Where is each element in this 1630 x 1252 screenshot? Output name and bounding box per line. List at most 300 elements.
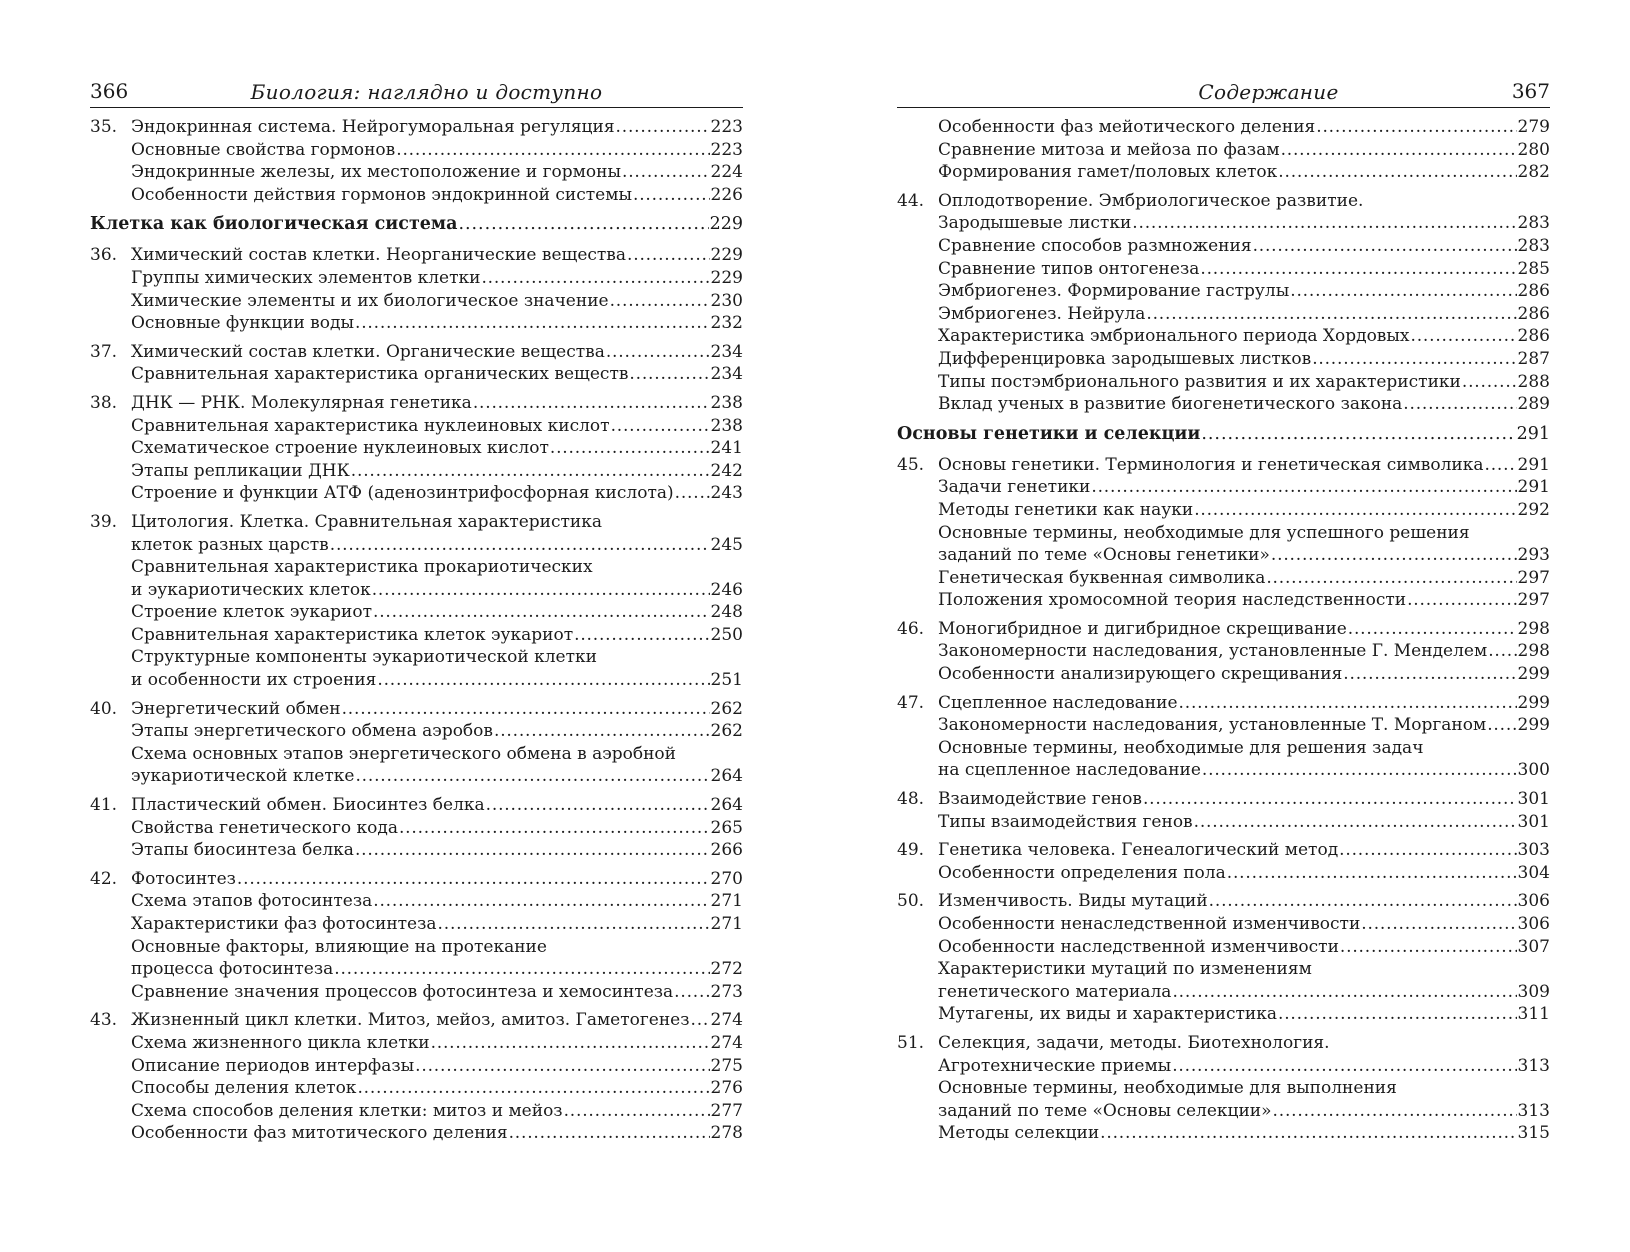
entry-title: Агротехнические приемы bbox=[938, 1055, 1172, 1076]
dot-leader bbox=[574, 624, 709, 647]
dot-leader bbox=[1091, 476, 1516, 499]
page-ref: 274 bbox=[710, 1010, 743, 1031]
toc-subentry bbox=[897, 544, 1550, 567]
page-ref: 286 bbox=[1517, 303, 1550, 324]
toc-subentry bbox=[90, 890, 743, 913]
chapter-entry bbox=[90, 868, 743, 891]
entry-title: Химический состав клетки. Неорганические вещества bbox=[131, 245, 627, 266]
page-ref: 251 bbox=[710, 670, 743, 691]
dot-leader bbox=[1132, 212, 1516, 235]
page-ref: 286 bbox=[1517, 281, 1550, 302]
toc-subentry bbox=[90, 363, 743, 386]
toc-subentry bbox=[90, 1100, 743, 1123]
page-ref: 262 bbox=[710, 698, 743, 719]
entry-title: Мутагены, их виды и характеристика bbox=[938, 1004, 1278, 1025]
toc-chapter bbox=[90, 116, 743, 206]
dot-leader bbox=[610, 290, 710, 313]
dot-leader bbox=[622, 161, 710, 184]
toc-subentry bbox=[90, 1032, 743, 1055]
page-ref: 275 bbox=[710, 1055, 743, 1076]
entry-title: Типы взаимодействия генов bbox=[938, 811, 1193, 832]
toc-subentry bbox=[897, 348, 1550, 371]
dot-leader bbox=[481, 267, 709, 290]
toc-subentry bbox=[90, 415, 743, 438]
page-ref: 303 bbox=[1517, 840, 1550, 861]
toc-subentry bbox=[90, 556, 743, 579]
running-title: Содержание bbox=[1198, 80, 1339, 104]
dot-leader bbox=[1271, 544, 1517, 567]
entry-title: Жизненный цикл клетки. Митоз, мейоз, амитоз. Гаметогенез bbox=[131, 1010, 690, 1031]
entry-title: Особенности фаз митотического деления bbox=[131, 1123, 508, 1144]
chapter-entry bbox=[897, 692, 1550, 715]
entry-title: Изменчивость. Виды мутаций bbox=[938, 891, 1208, 912]
page-ref: 234 bbox=[710, 364, 743, 385]
dot-leader bbox=[396, 139, 709, 162]
running-header bbox=[90, 78, 743, 108]
entry-title: Задачи генетики bbox=[938, 477, 1091, 498]
page-ref: 300 bbox=[1517, 760, 1550, 781]
page-ref: 276 bbox=[710, 1078, 743, 1099]
entry-title: Особенности анализирующего скрещивания bbox=[938, 664, 1343, 685]
dot-leader bbox=[1194, 499, 1516, 522]
entry-title: Основные термины, необходимые для выполнения bbox=[938, 1078, 1397, 1099]
dot-leader bbox=[627, 244, 710, 267]
toc-subentry bbox=[90, 437, 743, 460]
page-ref: 223 bbox=[710, 117, 743, 137]
entry-title: Зародышевые листки bbox=[938, 213, 1132, 234]
entry-number: 37. bbox=[90, 341, 118, 362]
toc-subentry bbox=[90, 312, 743, 335]
entry-title: Основные термины, необходимые для решения задач bbox=[938, 737, 1424, 758]
entry-title: Взаимодействие генов bbox=[938, 789, 1142, 810]
toc-chapter bbox=[90, 698, 743, 788]
dot-leader bbox=[1343, 663, 1516, 686]
toc-subentry bbox=[897, 161, 1550, 184]
page-ref: 299 bbox=[1517, 715, 1550, 736]
toc-subentry bbox=[897, 1055, 1550, 1078]
page-ref: 266 bbox=[710, 840, 743, 861]
page-ref: 241 bbox=[710, 438, 743, 459]
toc-chapter bbox=[90, 1009, 743, 1145]
right-page bbox=[897, 78, 1550, 1151]
entry-title: Генетика человека. Генеалогический метод bbox=[938, 840, 1339, 861]
entry-title: Основы генетики. Терминология и генетическая символика bbox=[938, 454, 1484, 475]
toc-subentry bbox=[897, 235, 1550, 258]
toc-subentry bbox=[897, 737, 1550, 760]
entry-title: Эмбриогенез. Формирование гаструлы bbox=[938, 281, 1290, 302]
entry-title: Этапы энергетического обмена аэробов bbox=[131, 721, 493, 742]
toc-subentry bbox=[90, 720, 743, 743]
entry-title: Сравнительная характеристика клеток эукариот bbox=[131, 624, 574, 645]
toc-subentry bbox=[90, 1055, 743, 1078]
dot-leader bbox=[1485, 454, 1517, 477]
entry-number: 41. bbox=[90, 795, 118, 816]
entry-title: Схема основных этапов энергетического обмена в аэробной bbox=[131, 743, 676, 764]
toc-subentry bbox=[897, 714, 1550, 737]
page-ref: 306 bbox=[1517, 914, 1550, 934]
toc-subentry bbox=[897, 913, 1550, 936]
entry-title: Характеристики мутаций по изменениям bbox=[938, 959, 1312, 980]
entry-title: Положения хромосомной теория наследственности bbox=[938, 590, 1407, 611]
entry-title: Закономерности наследования, установленные Т. Морганом bbox=[938, 715, 1487, 736]
toc-subentry bbox=[90, 1077, 743, 1100]
entry-title: Оплодотворение. Эмбриологическое развитие. bbox=[938, 190, 1364, 211]
dot-leader bbox=[458, 212, 708, 236]
page-ref: 245 bbox=[710, 534, 743, 555]
entry-title: Пластический обмен. Биосинтез белка bbox=[131, 795, 485, 816]
chapter-entry bbox=[897, 1032, 1550, 1055]
dot-leader bbox=[1200, 258, 1516, 281]
toc-subentry bbox=[897, 936, 1550, 959]
entry-number: 39. bbox=[90, 511, 118, 532]
entry-title: Описание периодов интерфазы bbox=[131, 1055, 415, 1076]
page-ref: 286 bbox=[1517, 326, 1550, 347]
page-ref: 307 bbox=[1517, 936, 1550, 957]
page-ref: 301 bbox=[1517, 789, 1550, 810]
toc-chapter bbox=[897, 788, 1550, 833]
entry-number: 48. bbox=[897, 789, 925, 810]
page-ref: 287 bbox=[1517, 348, 1550, 369]
dot-leader bbox=[1462, 371, 1517, 394]
toc-list bbox=[897, 108, 1550, 1145]
dot-leader bbox=[355, 312, 710, 335]
toc-subentry bbox=[897, 522, 1550, 545]
dot-leader bbox=[1172, 1055, 1516, 1078]
entry-title: Дифференцировка зародышевых листков bbox=[938, 348, 1312, 369]
page-ref: 234 bbox=[710, 341, 743, 362]
page-ref: 288 bbox=[1517, 371, 1550, 392]
entry-number: 42. bbox=[90, 868, 118, 889]
toc-subentry bbox=[897, 280, 1550, 303]
dot-leader bbox=[1488, 640, 1516, 663]
dot-leader bbox=[1340, 936, 1517, 959]
entry-title: Сцепленное наследование bbox=[938, 692, 1178, 713]
toc-subentry bbox=[90, 913, 743, 936]
entry-title: Сравнение митоза и мейоза по фазам bbox=[938, 139, 1280, 160]
dot-leader bbox=[1348, 618, 1517, 641]
section-heading bbox=[90, 212, 743, 236]
entry-title: Сравнительная характеристика прокариотических bbox=[131, 557, 593, 578]
entry-title: Сравнение значения процессов фотосинтеза и хемосинтеза bbox=[131, 981, 674, 1002]
dot-leader bbox=[1100, 1122, 1516, 1145]
toc-subentry bbox=[90, 290, 743, 313]
page-ref: 297 bbox=[1517, 567, 1550, 588]
dot-leader bbox=[237, 868, 710, 891]
page-ref: 273 bbox=[710, 981, 743, 1002]
entry-title: Типы постэмбрионального развития и их характеристики bbox=[938, 371, 1461, 392]
page-ref: 232 bbox=[710, 313, 743, 334]
page-ref: 280 bbox=[1517, 139, 1550, 160]
toc-chapter bbox=[897, 454, 1550, 612]
entry-title: Особенности фаз мейотического деления bbox=[938, 117, 1316, 137]
entry-title: Основные термины, необходимые для успешного решения bbox=[938, 522, 1470, 543]
dot-leader bbox=[550, 437, 710, 460]
toc-subentry bbox=[897, 862, 1550, 885]
entry-number: 35. bbox=[90, 117, 118, 137]
page-ref: 250 bbox=[710, 624, 743, 645]
dot-leader bbox=[616, 116, 710, 139]
entry-number: 43. bbox=[90, 1010, 118, 1031]
toc-subentry bbox=[90, 669, 743, 692]
toc-subentry bbox=[897, 1100, 1550, 1123]
toc-chapter bbox=[90, 794, 743, 862]
dot-leader bbox=[1209, 890, 1517, 913]
dot-leader bbox=[342, 698, 710, 721]
chapter-entry bbox=[897, 190, 1550, 213]
entry-number: 50. bbox=[897, 891, 925, 912]
chapter-entry bbox=[897, 890, 1550, 913]
page-ref: 298 bbox=[1517, 618, 1550, 639]
toc-subentry bbox=[90, 1122, 743, 1145]
toc-subentry bbox=[897, 393, 1550, 416]
toc-subentry bbox=[90, 460, 743, 483]
dot-leader bbox=[355, 765, 709, 788]
entry-title: Методы селекции bbox=[938, 1123, 1100, 1144]
toc-subentry bbox=[897, 759, 1550, 782]
toc-subentry bbox=[897, 663, 1550, 686]
toc-subentry bbox=[897, 325, 1550, 348]
dot-leader bbox=[415, 1055, 709, 1078]
page-number: 366 bbox=[90, 79, 129, 103]
dot-leader bbox=[373, 601, 710, 624]
entry-title: Схема способов деления клетки: митоз и мейоз bbox=[131, 1100, 563, 1121]
dot-leader bbox=[1201, 422, 1515, 446]
toc-list bbox=[90, 108, 743, 1145]
toc-chapter bbox=[90, 868, 743, 1004]
page-ref: 283 bbox=[1517, 235, 1550, 256]
dot-leader bbox=[675, 482, 710, 505]
page-ref: 306 bbox=[1517, 891, 1550, 912]
entry-title: Методы генетики как науки bbox=[938, 499, 1194, 520]
page-ref: 271 bbox=[710, 914, 743, 934]
entry-title: процесса фотосинтеза bbox=[131, 959, 334, 980]
entry-number: 51. bbox=[897, 1032, 925, 1053]
page-ref: 282 bbox=[1517, 162, 1550, 183]
section-title: Основы генетики и селекции bbox=[897, 423, 1201, 444]
page-ref: 230 bbox=[710, 290, 743, 311]
page-ref: 291 bbox=[1517, 477, 1550, 498]
chapter-entry bbox=[90, 116, 743, 139]
dot-leader bbox=[377, 669, 709, 692]
toc-subentry bbox=[897, 116, 1550, 139]
toc-subentry bbox=[90, 981, 743, 1004]
entry-title: Особенности определения пола bbox=[938, 862, 1226, 883]
section-title: Клетка как биологическая система bbox=[90, 214, 458, 235]
dot-leader bbox=[438, 913, 710, 936]
entry-title: Строение и функции АТФ (аденозинтрифосфорная кислота) bbox=[131, 483, 674, 504]
page-ref: 304 bbox=[1517, 862, 1550, 883]
page-ref: 238 bbox=[710, 392, 743, 413]
dot-leader bbox=[1316, 116, 1516, 139]
page-ref: 229 bbox=[709, 214, 743, 235]
entry-number: 47. bbox=[897, 692, 925, 713]
entry-title: Сравнительная характеристика органических веществ bbox=[131, 364, 629, 385]
dot-leader bbox=[1361, 913, 1516, 936]
page-ref: 309 bbox=[1517, 981, 1550, 1002]
dot-leader bbox=[494, 720, 710, 743]
entry-title: генетического материала bbox=[938, 981, 1172, 1002]
entry-title: Химические элементы и их биологическое значение bbox=[131, 290, 609, 311]
entry-title: и эукариотических клеток bbox=[131, 579, 371, 600]
page-ref: 292 bbox=[1517, 499, 1550, 520]
page-ref: 272 bbox=[710, 959, 743, 980]
chapter-entry bbox=[90, 1009, 743, 1032]
dot-leader bbox=[1179, 692, 1517, 715]
running-header bbox=[897, 78, 1550, 108]
entry-title: Основные факторы, влияющие на протекание bbox=[131, 936, 547, 957]
page-ref: 301 bbox=[1517, 811, 1550, 832]
entry-title: Особенности действия гормонов эндокринной системы bbox=[131, 184, 632, 205]
dot-leader bbox=[1146, 303, 1516, 326]
entry-title: Сравнение типов онтогенеза bbox=[938, 258, 1200, 279]
entry-title: Схема этапов фотосинтеза bbox=[131, 891, 373, 912]
toc-subentry bbox=[897, 303, 1550, 326]
entry-title: Сравнение способов размножения bbox=[938, 235, 1252, 256]
entry-number: 46. bbox=[897, 618, 925, 639]
toc-subentry bbox=[90, 579, 743, 602]
entry-number: 40. bbox=[90, 698, 118, 719]
page-ref: 264 bbox=[710, 766, 743, 787]
chapter-entry bbox=[90, 392, 743, 415]
toc-chapter bbox=[90, 244, 743, 334]
dot-leader bbox=[334, 958, 709, 981]
entry-title: Вклад ученых в развитие биогенетического закона bbox=[938, 394, 1403, 415]
dot-leader bbox=[1407, 589, 1516, 612]
page-ref: 289 bbox=[1517, 394, 1550, 415]
entry-title: Схематическое строение нуклеиновых кислот bbox=[131, 438, 549, 459]
toc-subentry bbox=[90, 817, 743, 840]
toc-subentry bbox=[897, 640, 1550, 663]
page-ref: 298 bbox=[1517, 641, 1550, 662]
running-title: Биология: наглядно и доступно bbox=[250, 80, 603, 104]
toc-subentry bbox=[90, 765, 743, 788]
toc-subentry bbox=[897, 499, 1550, 522]
toc-subentry bbox=[897, 212, 1550, 235]
section-heading bbox=[897, 422, 1550, 446]
entry-title: Основные свойства гормонов bbox=[131, 139, 396, 160]
page-ref: 278 bbox=[710, 1123, 743, 1144]
entry-title: заданий по теме «Основы селекции» bbox=[938, 1100, 1272, 1121]
page-ref: 291 bbox=[1516, 423, 1550, 444]
dot-leader bbox=[1312, 348, 1516, 371]
toc-chapter bbox=[897, 116, 1550, 184]
entry-number: 45. bbox=[897, 454, 925, 475]
dot-leader bbox=[357, 1077, 709, 1100]
entry-title: Цитология. Клетка. Сравнительная характеристика bbox=[131, 511, 603, 532]
toc-subentry bbox=[90, 936, 743, 959]
toc-subentry bbox=[897, 567, 1550, 590]
chapter-entry bbox=[897, 839, 1550, 862]
chapter-entry bbox=[90, 794, 743, 817]
dot-leader bbox=[351, 460, 710, 483]
dot-leader bbox=[1281, 139, 1517, 162]
dot-leader bbox=[399, 817, 710, 840]
page-ref: 223 bbox=[710, 139, 743, 160]
entry-title: Этапы биосинтеза белка bbox=[131, 840, 354, 861]
entry-title: Группы химических элементов клетки bbox=[131, 267, 481, 288]
page-ref: 277 bbox=[710, 1100, 743, 1121]
entry-title: Химический состав клетки. Органические вещества bbox=[131, 341, 605, 362]
entry-title: Энергетический обмен bbox=[131, 698, 341, 719]
dot-leader bbox=[373, 890, 709, 913]
page-ref: 291 bbox=[1517, 454, 1550, 475]
toc-subentry bbox=[897, 1077, 1550, 1100]
dot-leader bbox=[1172, 981, 1516, 1004]
dot-leader bbox=[1273, 1100, 1517, 1123]
page-ref: 229 bbox=[710, 267, 743, 288]
dot-leader bbox=[355, 839, 710, 862]
toc-chapter bbox=[897, 692, 1550, 782]
entry-title: Фотосинтез bbox=[131, 868, 236, 889]
toc-chapter bbox=[897, 1032, 1550, 1145]
page-ref: 265 bbox=[710, 817, 743, 838]
entry-title: на сцепленное наследование bbox=[938, 760, 1201, 781]
page-ref: 271 bbox=[710, 891, 743, 912]
entry-title: клеток разных царств bbox=[131, 534, 329, 555]
toc-subentry bbox=[90, 601, 743, 624]
entry-title: Этапы репликации ДНК bbox=[131, 460, 350, 481]
page-ref: 293 bbox=[1517, 545, 1550, 566]
toc-subentry bbox=[897, 811, 1550, 834]
toc-chapter bbox=[897, 890, 1550, 1026]
dot-leader bbox=[1278, 1003, 1517, 1026]
entry-title: Способы деления клеток bbox=[131, 1078, 357, 1099]
entry-title: Структурные компоненты эукариотической клетки bbox=[131, 647, 597, 668]
page-ref: 299 bbox=[1517, 664, 1550, 685]
toc-chapter bbox=[90, 392, 743, 505]
entry-title: Селекция, задачи, методы. Биотехнология. bbox=[938, 1032, 1330, 1053]
chapter-entry bbox=[90, 341, 743, 364]
entry-number: 38. bbox=[90, 392, 118, 413]
page-ref: 262 bbox=[710, 721, 743, 742]
chapter-entry bbox=[90, 511, 743, 534]
entry-number: 36. bbox=[90, 245, 118, 266]
chapter-entry bbox=[90, 244, 743, 267]
toc-subentry bbox=[90, 184, 743, 207]
dot-leader bbox=[564, 1100, 710, 1123]
dot-leader bbox=[1339, 839, 1516, 862]
toc-subentry bbox=[897, 139, 1550, 162]
toc-subentry bbox=[90, 743, 743, 766]
entry-number: 44. bbox=[897, 190, 925, 211]
entry-title: Эмбриогенез. Нейрула bbox=[938, 303, 1146, 324]
entry-title: Свойства генетического кода bbox=[131, 817, 398, 838]
toc-subentry bbox=[897, 1003, 1550, 1026]
dot-leader bbox=[330, 534, 710, 557]
entry-title: Закономерности наследования, установленные Г. Менделем bbox=[938, 641, 1488, 662]
entry-title: Характеристика эмбрионального периода Хордовых bbox=[938, 326, 1410, 347]
toc-chapter bbox=[897, 618, 1550, 686]
toc-subentry bbox=[90, 482, 743, 505]
dot-leader bbox=[372, 579, 710, 602]
page-ref: 299 bbox=[1517, 692, 1550, 713]
entry-title: Моногибридное и дигибридное скрещивание bbox=[938, 618, 1347, 639]
toc-subentry bbox=[897, 958, 1550, 981]
dot-leader bbox=[629, 363, 709, 386]
page-ref: 226 bbox=[710, 184, 743, 205]
dot-leader bbox=[1411, 325, 1517, 348]
page-ref: 313 bbox=[1517, 1055, 1550, 1076]
toc-subentry bbox=[90, 161, 743, 184]
page-ref: 274 bbox=[710, 1032, 743, 1053]
page-ref: 242 bbox=[710, 460, 743, 481]
page-ref: 297 bbox=[1517, 590, 1550, 611]
toc-subentry bbox=[90, 267, 743, 290]
toc-subentry bbox=[90, 646, 743, 669]
toc-subentry bbox=[897, 1122, 1550, 1145]
dot-leader bbox=[1266, 567, 1516, 590]
chapter-entry bbox=[897, 618, 1550, 641]
